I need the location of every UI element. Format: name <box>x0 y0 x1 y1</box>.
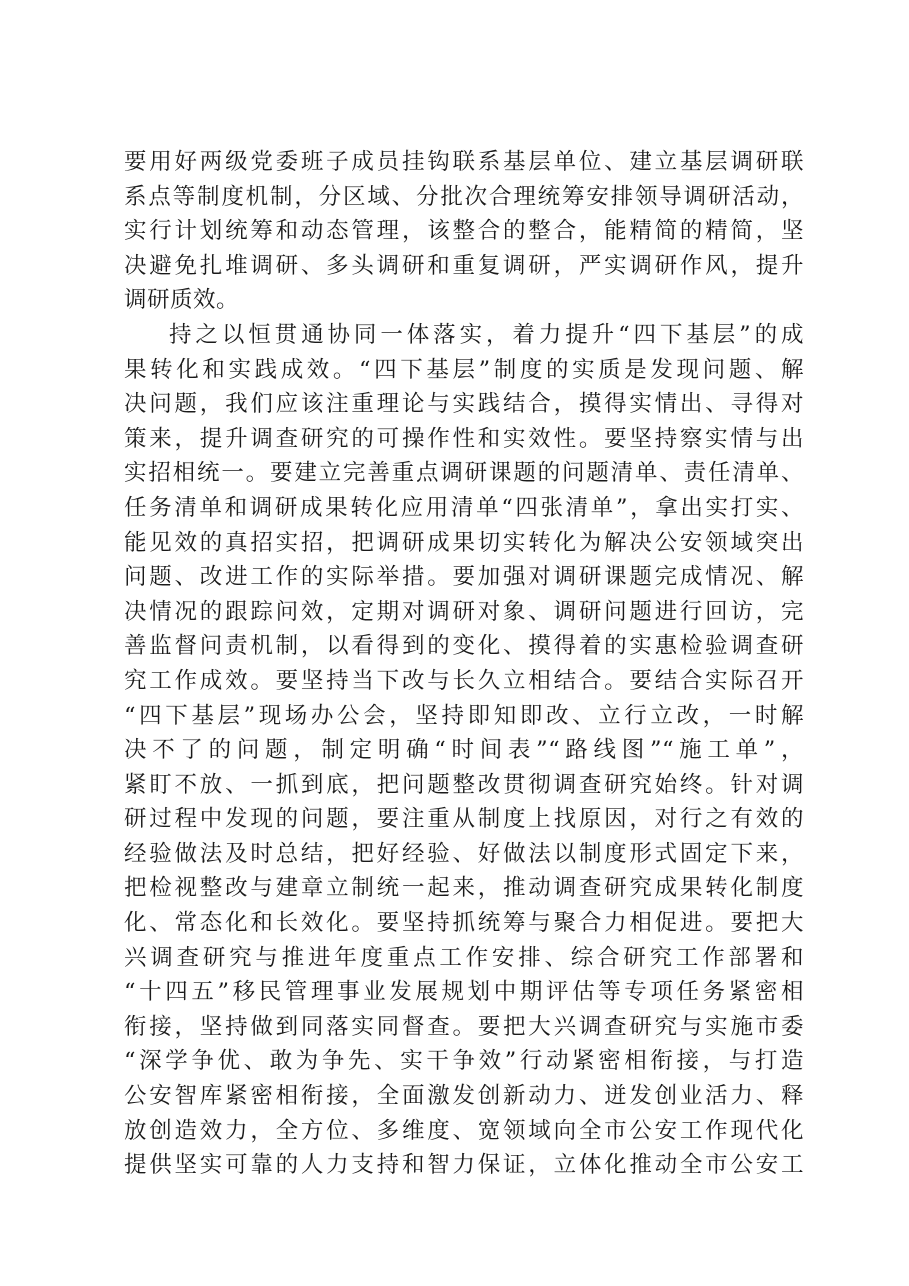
text-line: 持之以恒贯通协同一体落实，着力提升“四下基层”的成 <box>169 321 804 348</box>
text-line: 决避免扎堆调研、多头调研和重复调研，严实调研作风，提升 <box>124 252 804 279</box>
text-line: 果转化和实践成效。“四下基层”制度的实质是发现问题、解 <box>124 356 804 383</box>
body-text <box>124 145 804 1183</box>
text-line: 问题、改进工作的实际举措。要加强对调研课题完成情况、解 <box>124 564 804 591</box>
text-line: 能见效的真招实招，把调研成果切实转化为解决公安领域突出 <box>124 529 804 556</box>
text-line: “四下基层”现场办公会，坚持即知即改、立行立改，一时解 <box>124 702 804 729</box>
text-line: 系点等制度机制，分区域、分批次合理统筹安排领导调研活动， <box>124 183 804 210</box>
text-line: “十四五”移民管理事业发展规划中期评估等专项任务紧密相 <box>124 979 804 1006</box>
text-line: 决不了的问题，制定明确“时间表”“路线图”“施工单”， <box>124 737 804 764</box>
text-line: 究工作成效。要坚持当下改与长久立相结合。要结合实际召开 <box>124 667 804 694</box>
text-line: 把检视整改与建章立制统一起来，推动调查研究成果转化制度 <box>124 875 804 902</box>
text-line: 紧盯不放、一抓到底，把问题整改贯彻调查研究始终。针对调 <box>124 771 804 798</box>
text-line: 化、常态化和长效化。要坚持抓统筹与聚合力相促进。要把大 <box>124 910 804 937</box>
text-line: 放创造效力，全方位、多维度、宽领域向全市公安工作现代化 <box>124 1117 804 1144</box>
text-line: 衔接，坚持做到同落实同督查。要把大兴调查研究与实施市委 <box>124 1013 804 1040</box>
text-line: 实行计划统筹和动态管理，该整合的整合，能精简的精简，坚 <box>124 218 804 245</box>
text-line: 决情况的跟踪问效，定期对调研对象、调研问题进行回访，完 <box>124 598 804 625</box>
text-line: 调研质效。 <box>124 287 240 314</box>
text-line: 研过程中发现的问题，要注重从制度上找原因，对行之有效的 <box>124 806 804 833</box>
text-line: 经验做法及时总结，把好经验、好做法以制度形式固定下来， <box>124 840 804 867</box>
text-line: 公安智库紧密相衔接，全面激发创新动力、迸发创业活力、释 <box>124 1083 804 1110</box>
text-line: 兴调查研究与推进年度重点工作安排、综合研究工作部署和 <box>124 944 804 971</box>
text-line: 提供坚实可靠的人力支持和智力保证，立体化推动全市公安工 <box>124 1152 804 1179</box>
text-line: “深学争优、敢为争先、实干争效”行动紧密相衔接，与打造 <box>124 1048 804 1075</box>
text-line: 任务清单和调研成果转化应用清单“四张清单”，拿出实打实、 <box>124 494 804 521</box>
text-line: 实招相统一。要建立完善重点调研课题的问题清单、责任清单、 <box>124 460 804 487</box>
text-line: 要用好两级党委班子成员挂钩联系基层单位、建立基层调研联 <box>124 149 804 175</box>
text-line: 策来，提升调查研究的可操作性和实效性。要坚持察实情与出 <box>124 425 804 452</box>
text-line: 善监督问责机制，以看得到的变化、摸得着的实惠检验调查研 <box>124 633 804 660</box>
text-line: 决问题，我们应该注重理论与实践结合，摸得实情出、寻得对 <box>124 391 804 418</box>
